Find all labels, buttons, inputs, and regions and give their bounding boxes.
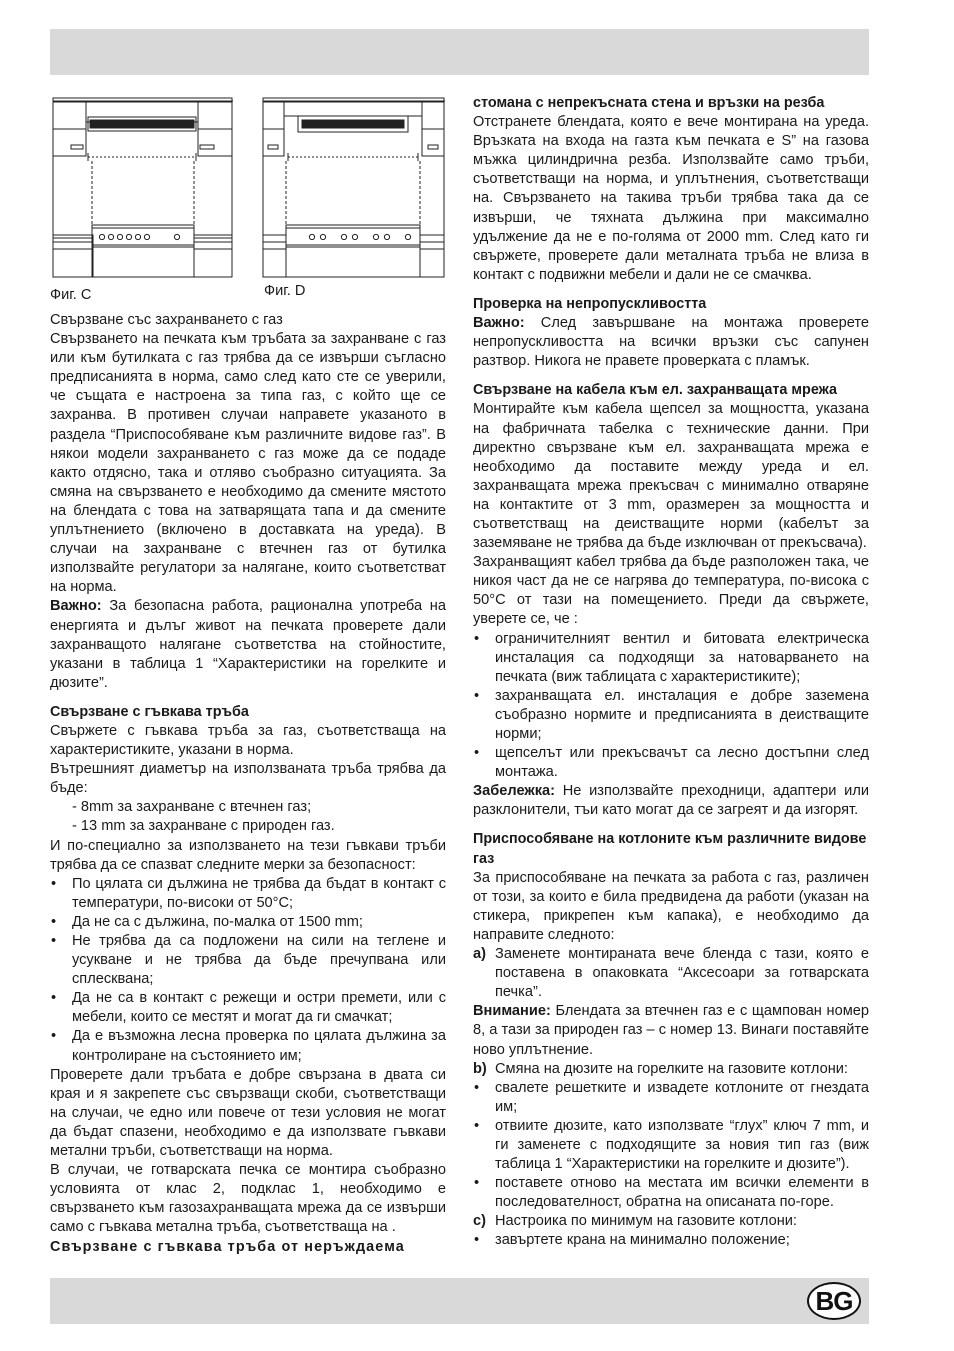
attention-label: Внимание: <box>473 1003 551 1020</box>
figure-c-caption: Фиг. C <box>50 287 92 303</box>
list-item: • ограничителният вентил и битовата електрическа инсталация са подходящи за натоварването на печката (виж таблицата с характеристиките); <box>473 630 869 687</box>
gas-connection-heading: Свързване със захранването с газ <box>50 312 283 328</box>
step-text: Настроика по минимум на газовите котлони: <box>495 1213 797 1230</box>
important-label: Важно: <box>50 598 102 615</box>
list-item: • Да не са с дължина, по-малка от 1500 mm; <box>50 913 446 932</box>
list-item: • отвиите дюзите, като използвате “глух” ключ 7 mm, и ги заменете с подходящите за новия тип газ (виж таблица 1 “Характеристики на горелките и дюзите”). <box>473 1117 869 1174</box>
important-text: За безопасна работа, рационална употреба на енергията и дълъг живот на печката проверете дали захранващото налягане съответства на стойностите, указани в таблица 1 “Характеристики на горелките и дюзите”. <box>50 598 446 691</box>
gas-adaptation-heading: Приспособяване на котлоните към различните видове газ <box>473 831 867 867</box>
hose-paragraph-1: Свържете с гъвкава тръба за газ, съответстваща на характеристиките, указани в норма. <box>50 722 446 759</box>
attention-paragraph <box>473 1002 869 1059</box>
minimum-setting-list <box>473 1231 869 1250</box>
right-column <box>473 94 869 1251</box>
step-b <box>473 1060 869 1079</box>
safety-list <box>50 875 446 1066</box>
list-item: • Да не са в контакт с режещи и остри премети, или с мебели, които се местят и могат да ги смачкат; <box>50 989 446 1027</box>
list-item: - 13 mm за захранване с природен газ. <box>72 818 335 835</box>
left-column <box>50 311 446 1257</box>
step-text: Заменете монтираната вече бленда с тази, която е поставена в опаковката “Аксесоари за готварската печка”. <box>495 946 869 1001</box>
steel-hose-heading-part2: стомана с непрекъсната стена и връзки на резба <box>473 95 825 111</box>
hose-paragraph-4: Проверете дали тръбата е добре свързана в двата си края и я закрепете със свързващи скоби, съответстващи на случаи, че едно или повече от тези условия не могат да бъдат спазени, необходимо е да използвате гъвкави метални тръби, съответстващи на норма. <box>50 1066 446 1160</box>
steel-hose-heading-part1: Свързване с гъвкава тръба от неръждаема <box>50 1238 405 1255</box>
header-bar <box>50 29 869 75</box>
attention-text: Блендата за втечнен газ е с щампован номер 8, а тази за природен газ – с номер 13. Винаги поставяйте ново уплътнение. <box>473 1003 869 1058</box>
step-text: Смяна на дюзите на горелките на газовите котлони: <box>495 1060 848 1077</box>
list-item: • завъртете крана на минимално положение; <box>473 1231 869 1250</box>
step-marker: c) <box>473 1213 486 1230</box>
language-badge: BG <box>807 1282 861 1320</box>
note-paragraph <box>473 782 869 820</box>
power-paragraph-1: Монтирайте към кабела щепсел за мощността, указана на фабричната табелка с технические данни. При директно свързване към ел. захранващата мрежа е необходимо да поставите между уреда и ел. захранващата мрежа прекъсвач с минимално отваряне на контактите от 3 mm, оразмерен за мощността и съответстващ на деистващите норми (кабелът за заземяване не трябва да бъде изключван от прекъсвача). <box>473 401 869 552</box>
power-paragraph-2: Захранващият кабел трябва да бъде разположен така, че никоя част да не се нагрява до температура, по-висока с 50°C от тази на помещението. Преди да свържете, уверете се, че : <box>473 554 869 628</box>
list-item <box>473 1212 869 1231</box>
step-marker: a) <box>473 946 486 963</box>
adaptation-paragraph: За приспособяване на печката за работа с газ, различен от този, за които е била предвидена да работи (указан на стикера, прикрепен към капака), е необходимо да направите следното: <box>473 869 869 943</box>
diameter-list <box>50 798 446 836</box>
list-item: • Да е възможна лесна проверка по цялата дължина за контролиране на състоянието им; <box>50 1027 446 1065</box>
leak-important-label: Важно: <box>473 315 525 332</box>
hose-heading: Свързване с гъвкава тръба <box>50 703 249 720</box>
figure-c-kitchen-diagram <box>52 97 234 279</box>
power-connection-heading: Свързване на кабела към ел. захранващата мрежа <box>473 382 838 399</box>
power-checklist <box>473 630 869 783</box>
step-c <box>473 1212 869 1231</box>
list-item: • Не трябва да са подложени на сили на теглене и усукване и не трябва да бъде пречупвана или сплесквана; <box>50 932 446 989</box>
leak-check-heading: Проверка на непропускливостта <box>473 295 707 312</box>
list-item: - 8mm за захранване с втечнен газ; <box>72 799 312 816</box>
list-item: • По цялата си дължина не трябва да бъдат в контакт с температури, по-високи от 50°C; <box>50 875 446 913</box>
hose-paragraph-5: В случаи, че готварската печка се монтира съобразно условията от клас 2, подклас 1, необходимо е свързването към газозахранващата мрежа да се извърши само с гъвкава метална тръба, съответстваща на . <box>50 1162 446 1236</box>
gas-connection-paragraph: Свързването на печката към тръбата за захранване с газ или към бутилката с газ трябва да се извърши съгласно предписанията в норма, само след като сте се уверили, че същата е настроена за типа газ, с който ще се захранва. В противен случаи направете указаното в раздела “Приспособяване към различните видове газ”. В някои модели захранването с газ може да се подаде както отдясно, така и отляво съобразно ситуацията. За смяна на свързването е необходимо да смените мястото на блендата с това на затварящата тапа и да смените уплътнението (включено в доставката на уреда). В случаи на захранване с втечнен газ от бутилка използвайте регулатори за налягане, които съответстват на норма. <box>50 331 446 596</box>
list-item: • захранващата ел. инсталация е добре заземена съобразно нормите и предписанията в деистващите норми; <box>473 687 869 744</box>
leak-check-paragraph <box>473 314 869 371</box>
figure-d-kitchen-diagram <box>262 97 446 279</box>
steel-hose-paragraph: Отстранете блендата, която е вече монтирана на уреда. Връзката на входа на газта към печката е S” на газова мъжка цилиндрична резба. Използвайте само тръби, съответстващи на норма, и уплътнения, съответстващи на. Свързването на такива тръби трябва така да се извърши, че тяхната дължина при максимално удължение да не е по-голяма от 2000 mm. След като ги свържете, проверете дали металната тръба не влиза в контакт с подвижни мебели и дали не се смачква. <box>473 114 869 283</box>
note-label: Забележка: <box>473 783 556 800</box>
step-marker: b) <box>473 1060 487 1077</box>
figure-d-caption: Фиг. D <box>264 283 306 299</box>
hose-paragraph-3: И по-специално за използването на тези гъвкави тръби трябва да се спазват следните мерки за безопасност: <box>50 837 446 873</box>
list-item <box>473 1060 869 1079</box>
list-item: • щепселът или прекъсвачът са лесно достъпни след монтажа. <box>473 744 869 782</box>
nozzle-steps-list <box>473 1079 869 1213</box>
note-text: Не използвайте преходници, адаптери или разклонители, тъи като могат да се загреят и да изгорят. <box>473 783 869 819</box>
hose-paragraph-2: Вътрешният диаметър на използваната тръба трябва да бъде: <box>50 761 446 797</box>
step-a <box>473 945 869 1002</box>
footer-bar <box>50 1278 869 1324</box>
important-paragraph <box>50 597 446 692</box>
list-item: • поставете отново на местата им всички елементи в последователност, обратна на описаната по-горе. <box>473 1174 869 1212</box>
list-item <box>473 945 869 1002</box>
leak-check-text: След завършване на монтажа проверете непропускливостта на всички връзки със сапунен разтвор. Никога не правете проверката с пламък. <box>473 315 869 370</box>
list-item: • свалете решетките и извадете котлоните от гнездата им; <box>473 1079 869 1117</box>
